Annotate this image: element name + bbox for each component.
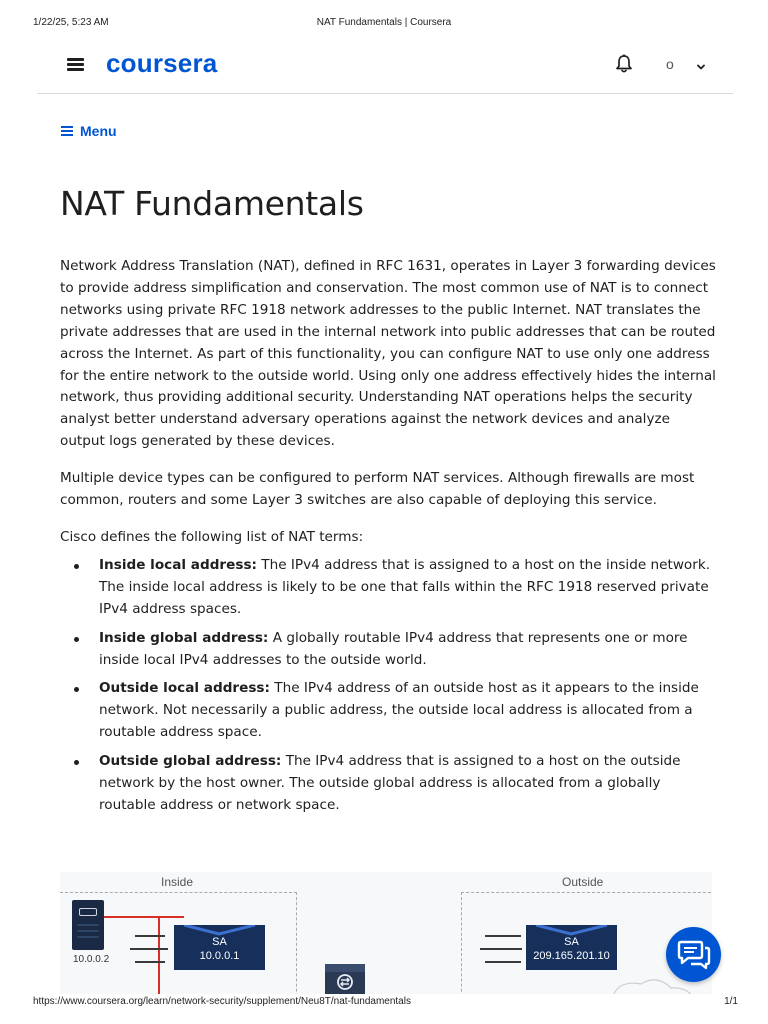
term-label: Inside global address: (99, 629, 269, 646)
inside-packet (174, 925, 265, 970)
bullet (74, 637, 79, 642)
page-title: NAT Fundamentals (60, 184, 364, 223)
motion-line (485, 935, 521, 937)
print-url: https://www.coursera.org/learn/network-security/supplement/Neu8T/nat-fundamentals (33, 996, 411, 1007)
article-paragraph: Cisco defines the following list of NAT terms: (60, 528, 364, 545)
article-paragraph: Multiple device types can be configured to perform NAT services. Although firewalls are most common, routers and some Layer 3 switches are also capable of deploying this service. (60, 470, 695, 509)
list-item (60, 678, 718, 744)
print-page-number: 1/1 (724, 996, 738, 1007)
article-body (60, 256, 718, 824)
outside-packet (526, 925, 617, 970)
term-definition: The IPv4 address of an outside host as it appears to the inside network. Not necessarily a public address, the outside local address is allocated from a routable address space. (99, 680, 699, 741)
coursera-logo[interactable]: coursera (106, 48, 218, 78)
motion-line (135, 935, 165, 937)
list-item (60, 628, 718, 672)
menu-icon (61, 126, 74, 136)
menu-toggle-button[interactable] (61, 122, 117, 140)
list-item (60, 555, 718, 621)
host-ip-label: 10.0.0.2 (73, 954, 110, 965)
bullet (74, 687, 79, 692)
article-paragraph: Network Address Translation (NAT), defined in RFC 1631, operates in Layer 3 forwarding devices to provide address simplification and conservation. The most common use of NAT is to connect networks using private RFC 1918 network addresses to the public Internet. NAT translates the private addresses that are used in the internal network into public addresses that can be routed across the Internet. As part of this functionality, you can configure NAT to use only one address for the entire network to the outside world. Using only one address effectively hides the internal network, thus providing additional security. Understanding NAT operations helps the security analyst better understand adversary operations against the network devices and analyze output logs generated by these devices. (60, 258, 716, 450)
avatar[interactable]: o (666, 56, 674, 72)
term-definition: The IPv4 address that is assigned to a host on the inside network. The inside local address is likely to be one that falls within the RFC 1918 reserved private IPv4 address spaces. (99, 556, 711, 617)
bell-icon[interactable] (615, 54, 633, 74)
packet-label: SA (564, 936, 579, 948)
link-line (104, 916, 184, 918)
nat-terms-list (60, 555, 718, 817)
packet-address: 10.0.0.1 (199, 950, 240, 962)
nat-diagram (60, 872, 712, 994)
menu-label: Menu (80, 123, 117, 139)
motion-line (480, 948, 522, 950)
print-footer (0, 996, 768, 1010)
packet-label: SA (212, 936, 227, 948)
print-title: NAT Fundamentals | Coursera (316, 17, 452, 28)
list-item (60, 751, 718, 817)
chat-bubbles-icon (666, 927, 721, 982)
print-date: 1/22/25, 5:23 AM (33, 17, 109, 28)
outside-zone-label: Outside (562, 875, 604, 889)
top-nav-bar (37, 40, 733, 94)
inside-zone-label: Inside (161, 875, 194, 889)
chat-button[interactable] (666, 927, 721, 982)
term-definition: The IPv4 address that is assigned to a host on the outside network by the host owner. The outside global address is allocated from a globally routable address or network space. (99, 753, 681, 813)
packet-address: 209.165.201.10 (533, 950, 610, 962)
motion-line (130, 948, 168, 950)
term-definition: A globally routable IPv4 address that represents one or more inside local IPv4 addresses to the outside world. (99, 629, 688, 668)
nat-router-icon (325, 964, 365, 994)
bullet (74, 564, 79, 569)
term-label: Outside global address: (99, 753, 282, 770)
motion-line (135, 961, 165, 963)
link-line (158, 916, 160, 994)
bullet (74, 760, 79, 765)
motion-line (485, 961, 521, 963)
server-icon (72, 900, 104, 950)
term-label: Outside local address: (99, 680, 270, 697)
print-header (0, 17, 768, 31)
chevron-down-icon[interactable] (695, 57, 707, 67)
term-label: Inside local address: (99, 556, 257, 573)
hamburger-icon[interactable] (67, 58, 84, 71)
